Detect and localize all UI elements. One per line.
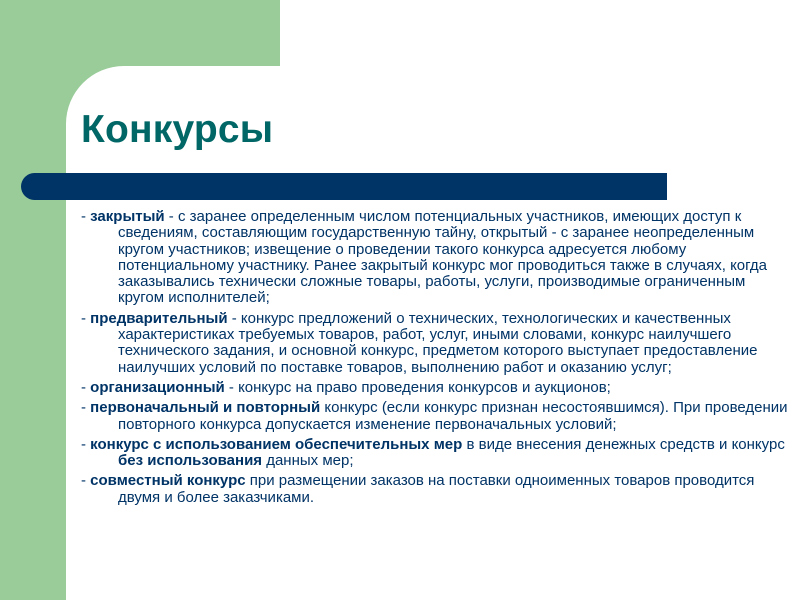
content-list (81, 209, 793, 510)
item-term: совместный конкурс (90, 472, 246, 490)
list-item-initial-repeated (81, 400, 793, 433)
item-text-secondary: данных мер; (262, 452, 354, 470)
item-text: при размещении заказов на поставки одноименных товаров проводится двумя и более заказчиками. (118, 472, 755, 506)
item-text: - с заранее определенным числом потенциальных участников, имеющих доступ к сведениям, составляющим государственную тайну, открытый - с заранее неопределенным кругом участников; извещение о проведении такого конкурса адресуется любому потенциальному участнику. Ранее закрытый конкурс мог проводиться также в случаях, когда заказывались технически сложные товары, работы, услуги, производимые ограниченным кругом исполнителей; (118, 208, 768, 307)
item-dash: - (81, 309, 91, 327)
item-term-secondary: без использования (118, 452, 263, 470)
item-dash: - (81, 435, 91, 453)
list-item-security-measures (81, 437, 793, 470)
list-item-closed (81, 209, 793, 307)
item-text: - конкурс предложений о технических, технологических и качественных характеристиках требуемых товаров, работ, услуг, иными словами, конкурс наилучшего технического задания, и основной конкурс, предметом которого выступает предоставление наилучших условий по поставке товаров, выполнению работ и оказанию услуг; (118, 309, 758, 376)
item-dash: - (81, 399, 91, 417)
item-text: конкурс (если конкурс признан несостоявшимся). При проведении повторного конкурса допускается изменение первоначальных условий; (118, 399, 788, 433)
item-term: закрытый (90, 208, 165, 225)
list-item-joint (81, 473, 793, 506)
item-text: в виде внесения денежных средств и конкурс (462, 435, 785, 453)
item-term: организационный (90, 378, 225, 396)
list-item-preliminary (81, 311, 793, 376)
title-underline-bar (21, 173, 667, 200)
item-dash: - (81, 472, 91, 490)
item-term: первоначальный и повторный (90, 399, 321, 417)
item-text: - конкурс на право проведения конкурсов и аукционов; (224, 378, 611, 396)
item-term: конкурс с использованием обеспечительных мер (90, 435, 463, 453)
item-dash: - (81, 378, 91, 396)
item-dash: - (81, 208, 91, 225)
slide-title: Конкурсы (81, 108, 274, 151)
item-term: предварительный (90, 309, 228, 327)
list-item-organizational (81, 380, 793, 396)
